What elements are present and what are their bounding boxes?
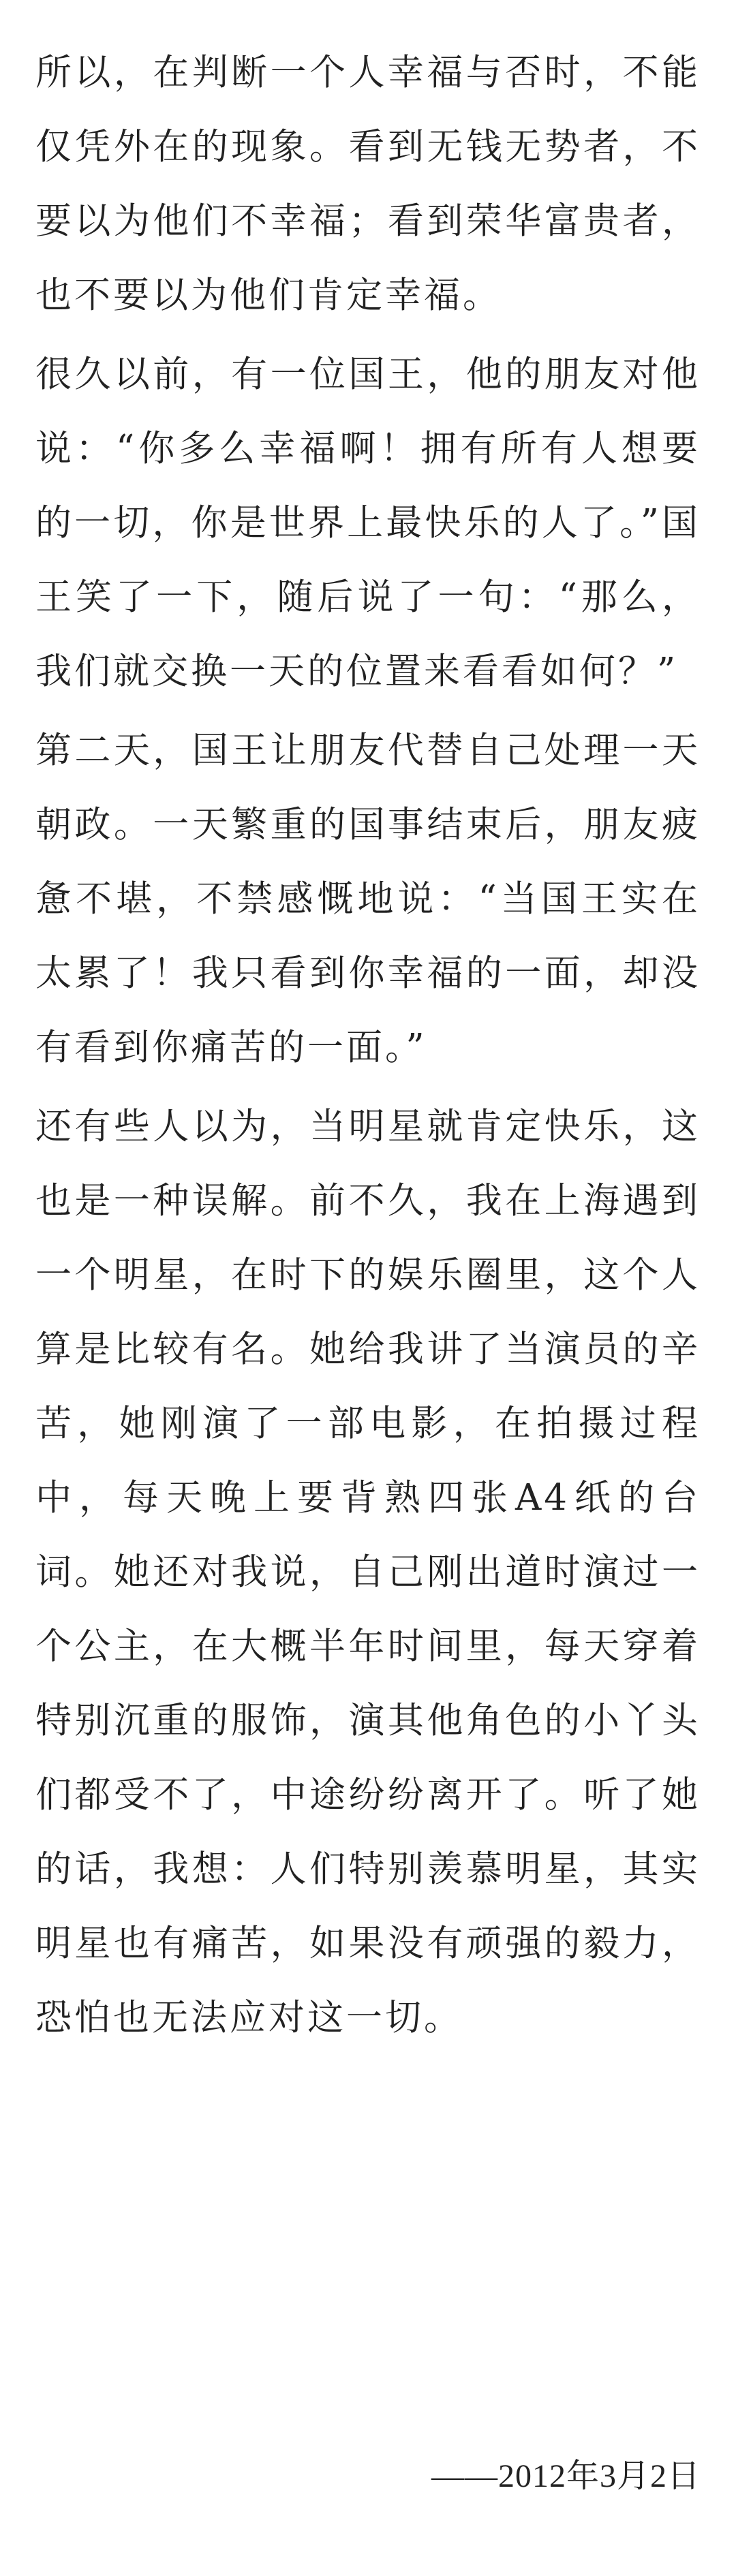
- paragraph-judging-happiness: 所以，在判断一个人幸福与否时，不能仅凭外在的现象。看到无钱无势者，不要以为他们不幸福；看到荣华富贵者，也不要以为他们肯定幸福。: [35, 52, 701, 316]
- paragraph-celebrity-story: 还有些人以为，当明星就肯定快乐，这也是一种误解。前不久，我在上海遇到一个明星，在时下的娱乐圈里，这个人算是比较有名。她给我讲了当演员的辛苦，她刚演了一部电影，在拍摄过程中，每天晚上要背熟四张A4纸的台词。她还对我说，自己刚出道时演过一个公主，在大概半年时间里，每天穿着特别沉重的服饰，演其他角色的小丫头们都受不了，中途纷纷离开了。听了她的话，我想：人们特别羡慕明星，其实明星也有痛苦，如果没有顽强的毅力，恐怕也无法应对这一切。: [35, 1106, 701, 2038]
- paragraph-king-and-friend: 很久以前，有一位国王，他的朋友对他说：“你多么幸福啊！拥有所有人想要的一切，你是世界上最快乐的人了。”国王笑了一下，随后说了一句：“那么，我们就交换一天的位置来看看如何？”: [35, 354, 701, 692]
- date-line: ——2012年3月2日: [431, 2458, 701, 2494]
- paragraph-friend-rules-for-a-day: 第二天，国王让朋友代替自己处理一天朝政。一天繁重的国事结束后，朋友疲惫不堪，不禁感慨地说：“当国王实在太累了！我只看到你幸福的一面，却没有看到你痛苦的一面。”: [35, 730, 701, 1068]
